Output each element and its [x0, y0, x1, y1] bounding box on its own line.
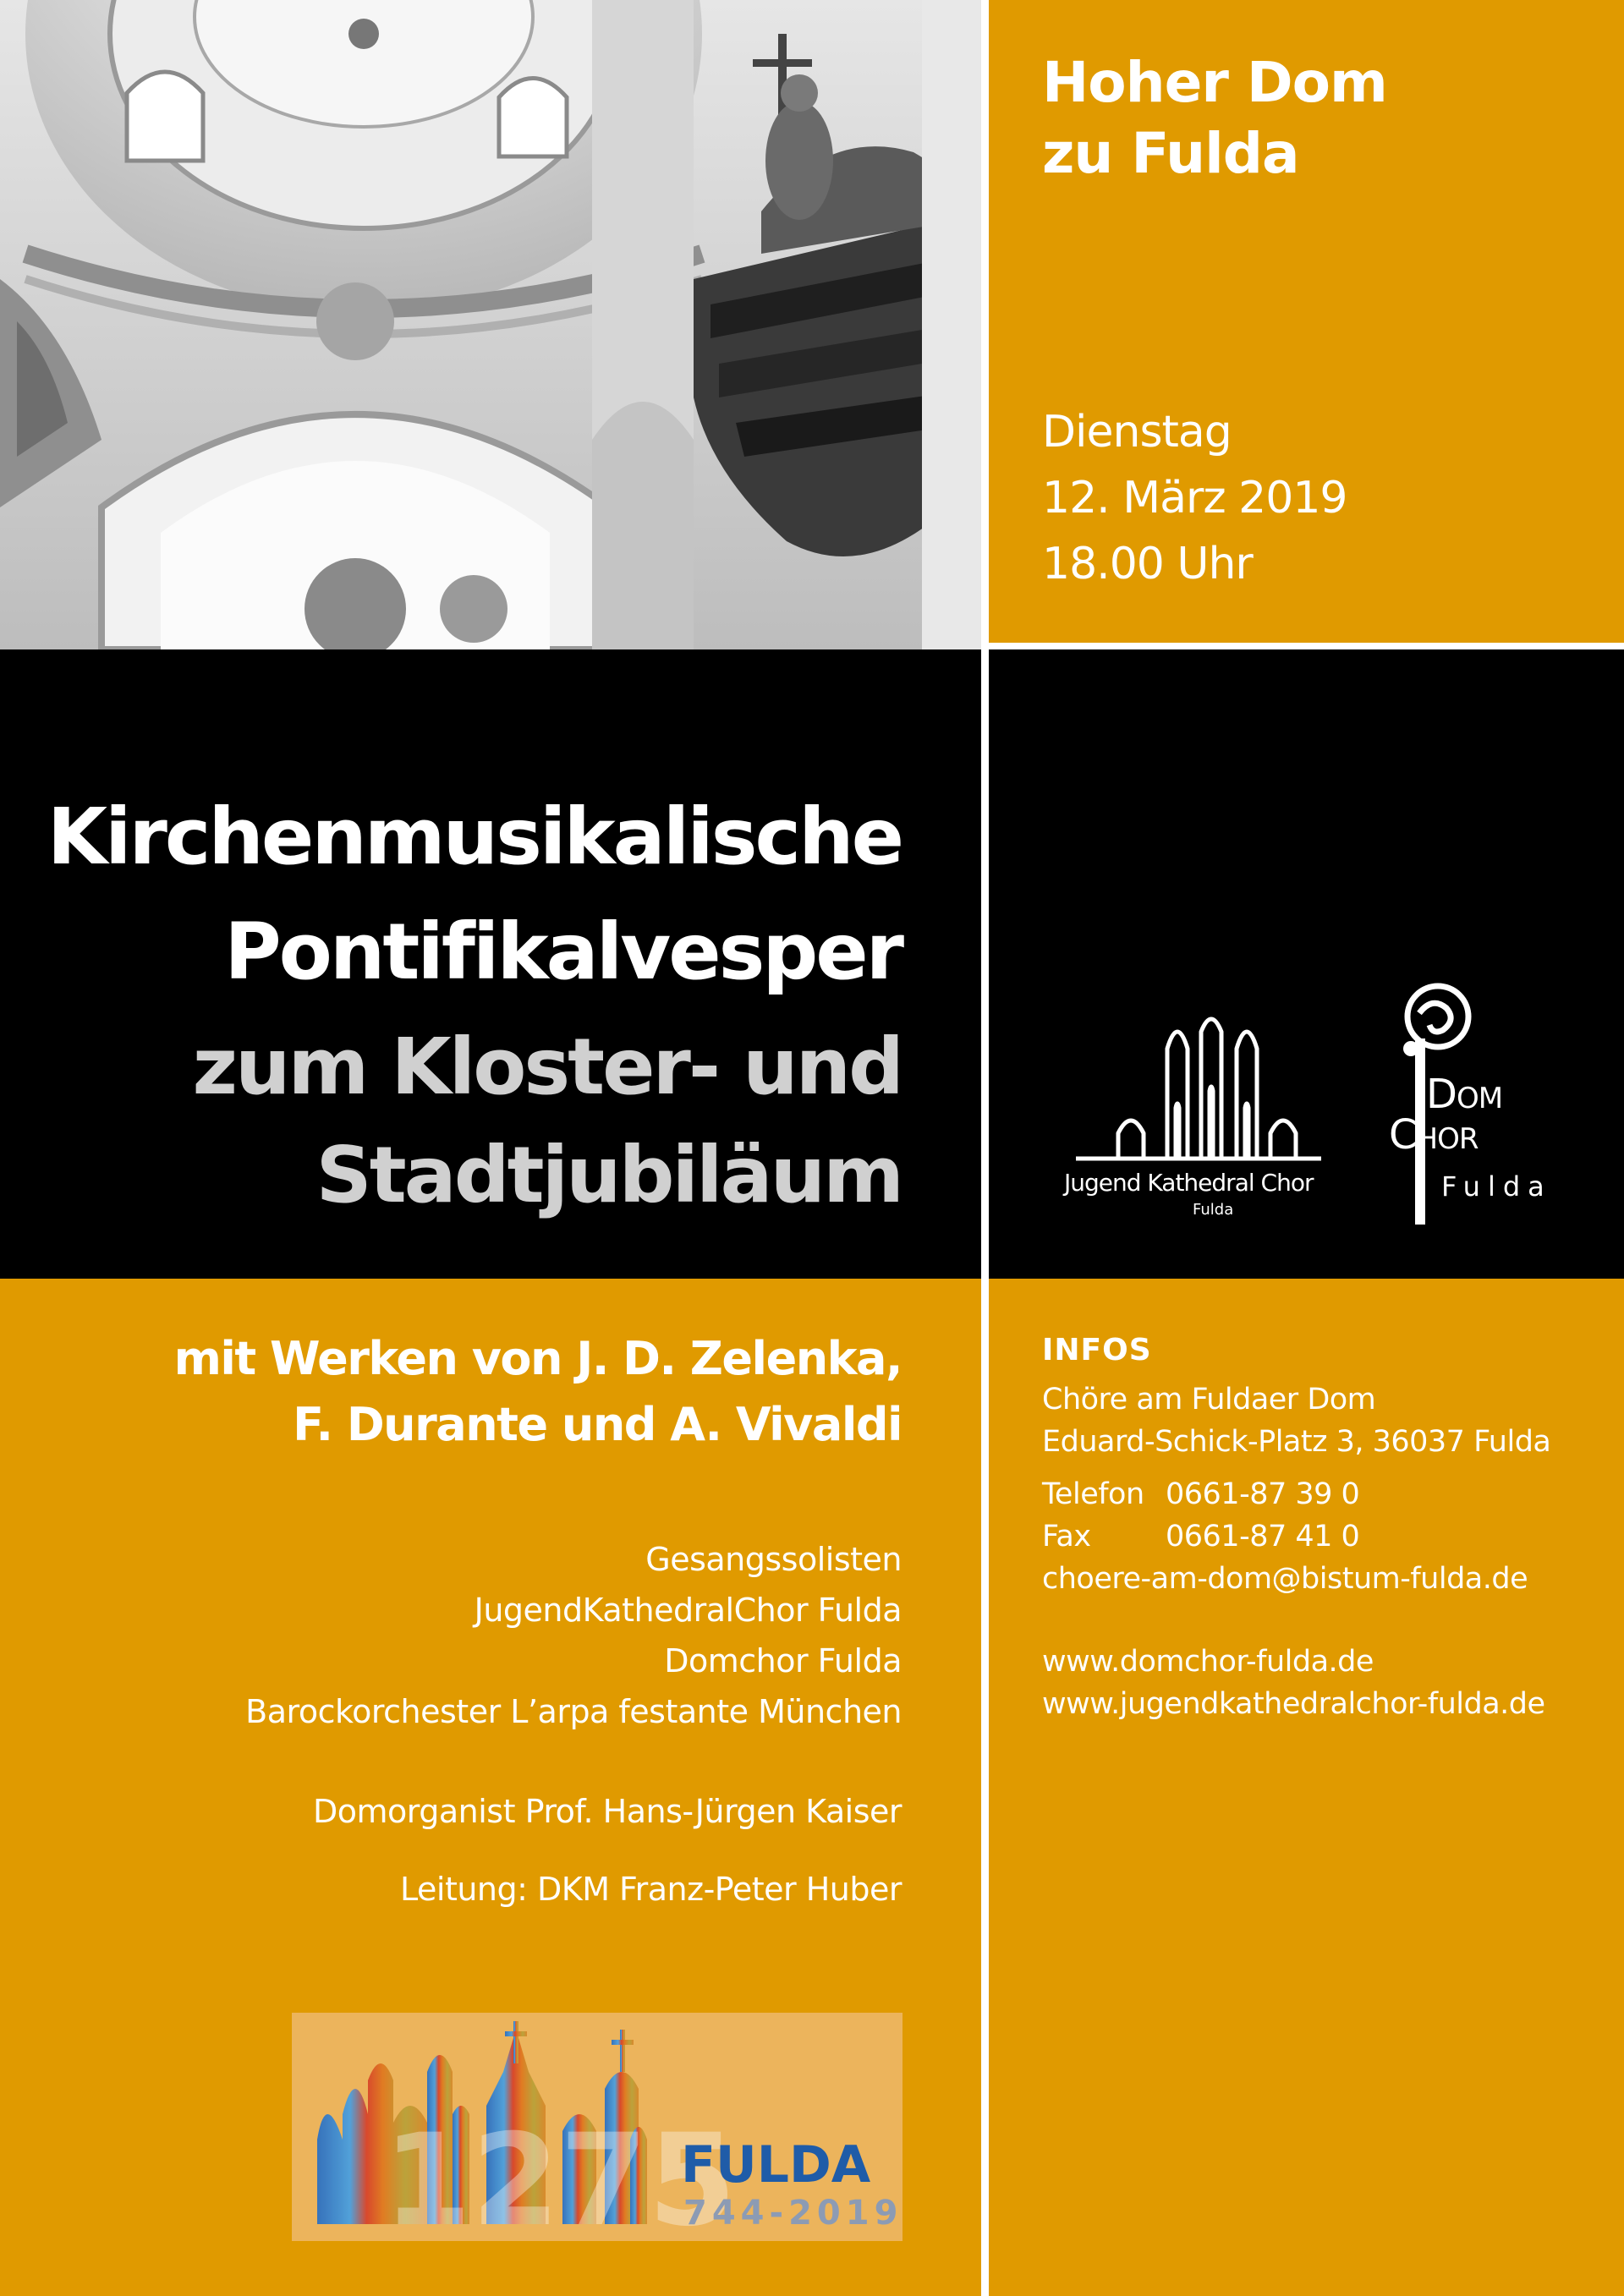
title-line-4: Stadtjubiläum: [315, 1130, 902, 1220]
works-line-1: mit Werken von J. D. Zelenka,: [173, 1332, 902, 1385]
fax-number: 0661-87 41 0: [1166, 1520, 1360, 1553]
badge-years: 744-2019: [683, 2194, 903, 2233]
badge-city: FULDA: [681, 2135, 871, 2195]
infos-email-link[interactable]: choere-am-dom@bistum-fulda.de: [1042, 1562, 1528, 1596]
infos-heading: INFOS: [1042, 1333, 1152, 1367]
performer-domchor: Domchor Fulda: [664, 1642, 902, 1680]
domchor-logo-word-1: Dom: [1426, 1071, 1503, 1118]
performer-soloists: Gesangssolisten: [645, 1541, 902, 1578]
cathedral-photo-illustration: [0, 0, 981, 649]
performer-jkc: JugendKathedralChor Fulda: [474, 1592, 902, 1629]
performer-orchestra: Barockorchester L’arpa festante München: [245, 1693, 902, 1730]
organist: Domorganist Prof. Hans-Jürgen Kaiser: [313, 1793, 902, 1830]
phone-label: Telefon: [1042, 1477, 1144, 1511]
cathedral-outline-icon: [1067, 1015, 1347, 1167]
infos-phone-row: [1042, 1473, 1359, 1515]
vertical-divider: [981, 0, 989, 2296]
event-time: 18.00 Uhr: [1042, 539, 1253, 589]
title-line-3: zum Kloster- und: [192, 1022, 902, 1112]
event-weekday: Dienstag: [1042, 407, 1232, 458]
jkc-logo-city: Fulda: [1193, 1201, 1234, 1219]
title-line-1: Kirchenmusikalische: [47, 792, 902, 882]
jugend-kathedral-chor-logo: [1064, 1015, 1347, 1235]
event-date: 12. März 2019: [1042, 473, 1347, 523]
infos-fax-row: [1042, 1515, 1359, 1558]
conductor: Leitung: DKM Franz-Peter Huber: [400, 1871, 902, 1908]
venue-line-2: zu Fulda: [1042, 121, 1299, 186]
infos-organization: Chöre am Fuldaer Dom: [1042, 1383, 1376, 1417]
jubilee-logo: [292, 2013, 903, 2241]
works-line-2: F. Durante und A. Vivaldi: [293, 1398, 902, 1451]
domchor-logo-word-2: Chor: [1389, 1111, 1479, 1159]
infos-address: Eduard-Schick-Platz 3, 36037 Fulda: [1042, 1425, 1551, 1459]
jkc-logo-name: Jugend Kathedral Chor: [1064, 1169, 1314, 1197]
infos-web-link-2[interactable]: www.jugendkathedralchor-fulda.de: [1042, 1687, 1545, 1721]
domchor-logo-city: Fulda: [1441, 1170, 1552, 1203]
title-line-2: Pontifikalvesper: [224, 907, 902, 997]
fax-label: Fax: [1042, 1520, 1091, 1553]
infos-web-link-1[interactable]: www.domchor-fulda.de: [1042, 1645, 1374, 1679]
domchor-logo: [1385, 979, 1555, 1233]
venue-line-1: Hoher Dom: [1042, 50, 1387, 115]
badge-number-text: 1275: [383, 2107, 737, 2241]
cathedral-photo: [0, 0, 981, 649]
horizontal-divider: [989, 643, 1624, 649]
phone-number[interactable]: 0661-87 39 0: [1166, 1477, 1360, 1511]
jubilee-skyline-icon: [292, 2013, 903, 2241]
